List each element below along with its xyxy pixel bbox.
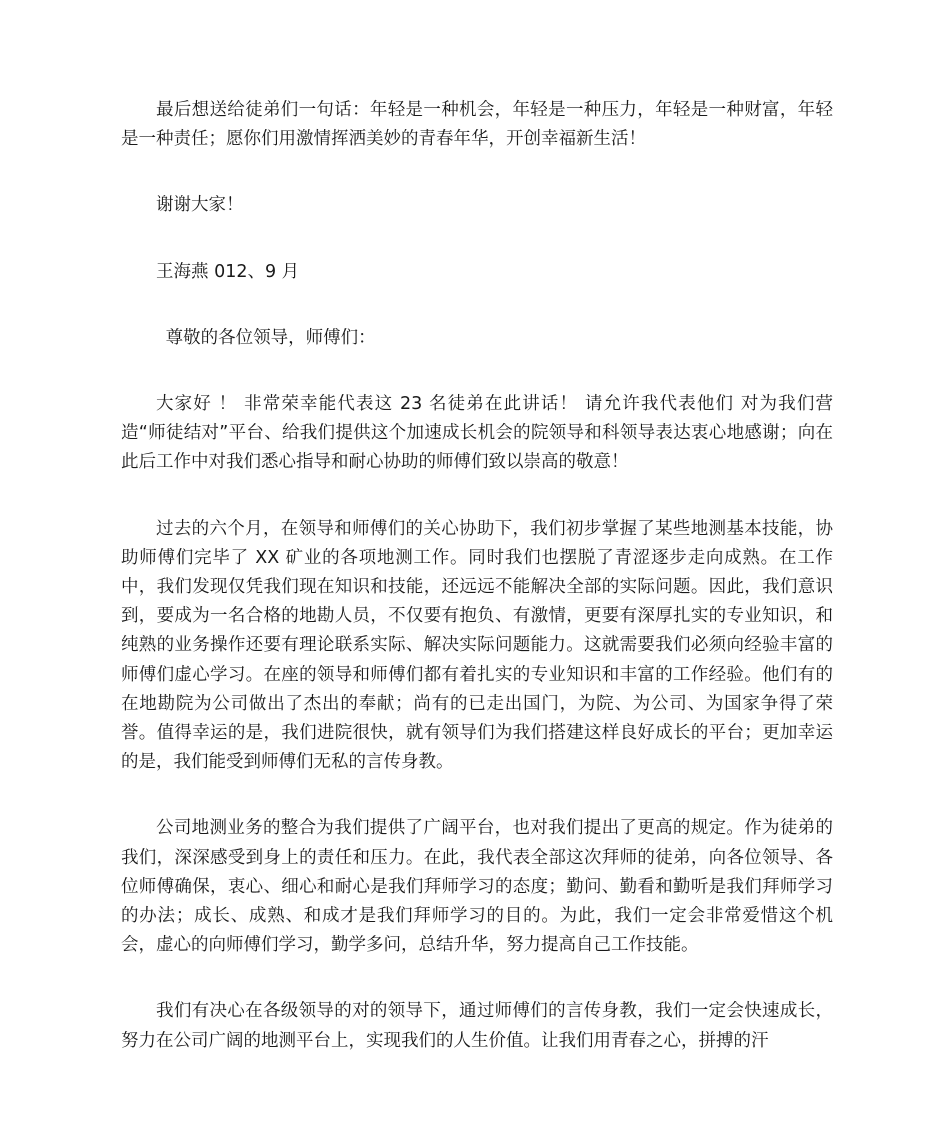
closing-wish-paragraph: 最后想送给徒弟们一句话：年轻是一种机会，年轻是一种压力，年轻是一种财富，年轻是一种责任；愿你们用激情挥洒美妙的青春年华，开创幸福新生活！ (121, 100, 833, 150)
salutation-paragraph: 尊敬的各位领导，师傅们： (165, 327, 376, 348)
company-platform-paragraph: 公司地测业务的整合为我们提供了广阔平台，也对我们提出了更高的规定。作为徒弟的我们，深深感受到身上的责任和压力。在此，我代表全部这次拜师的徒弟，向各位领导、各位师傅确保，衷心、细心和耐心是我们拜师学习的态度；勤问、勤看和勤听是我们拜师学习的办法；成长、成熟、和成才是我们拜师学习的目的。为此，我们一定会非常爱惜这个机会，虚心的向师傅们学习，勤学多问，总结升华，努力提高自己工作技能。 (121, 818, 833, 956)
signature-date-paragraph: 王海燕 012、9 月 (156, 261, 300, 282)
past-six-months-paragraph: 过去的六个月，在领导和师傅们的关心协助下，我们初步掌握了某些地测基本技能，协助师傅们完毕了 XX 矿业的各项地测工作。同时我们也摆脱了青涩逐步走向成熟。在工作中，我们发现仅凭我们现在知识和技能，还远远不能解决全部的实际问题。因此，我们意识到，要成为一名合格的地勘人员，不仅要有抱负、有激情，更要有深厚扎实的专业知识，和纯熟的业务操作还要有理论联系实际、解决实际问题能力。这就需要我们必须向经验丰富的师傅们虚心学习。在座的领导和师傅们都有着扎实的专业知识和丰富的工作经验。他们有的在地勘院为公司做出了杰出的奉献；尚有的已走出国门，为院、为公司、为国家争得了荣誉。值得幸运的是，我们进院很快，就有领导们为我们搭建这样良好成长的平台；更加幸运的是，我们能受到师傅们无私的言传身教。 (121, 518, 833, 773)
thanks-paragraph: 谢谢大家！ (156, 195, 244, 216)
document-body (121, 96, 833, 1093)
determination-paragraph: 我们有决心在各级领导的对的领导下，通过师傅们的言传身教，我们一定会快速成长，努力在公司广阔的地测平台上，实现我们的人生价值。让我们用青春之心，拼搏的汗 (121, 1001, 833, 1051)
opening-paragraph: 大家好 ！ 非常荣幸能代表这 23 名徒弟在此讲话！ 请允许我代表他们 对为我们营造“师徒结对”平台、给我们提供这个加速成长机会的院领导和科领导表达衷心地感谢；向在此后工作中对我们悉心指导和耐心协助的师傅们致以崇高的敬意！ (121, 394, 833, 473)
